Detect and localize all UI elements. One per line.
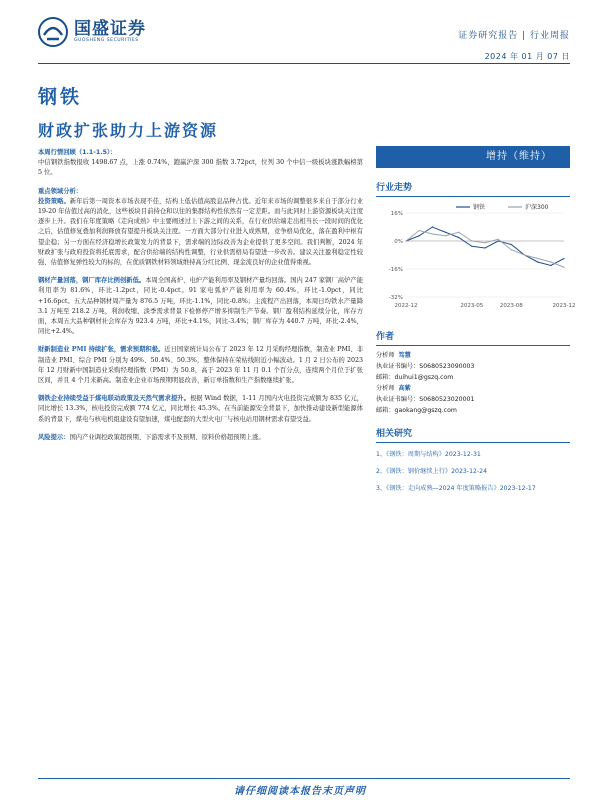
data-point [445,235,446,236]
risk-text: 国内产业调控政策超预期、下游需求不及预期、原料价格超预期上涨。 [69,433,265,441]
data-point [537,261,538,262]
report-type: 证券研究报告 | 行业周报 [458,31,570,41]
page-footer [0,778,600,800]
data-point [405,240,406,241]
steel-output-heading: 钢材产量回落，钢厂库存比例创新低。 [38,277,146,285]
strategy-lead: 投资策略。 [38,197,70,205]
author-email[interactable]: 邮箱：gaokang@gszq.com [376,407,457,414]
logo-cn: 国盛证券 [74,19,146,39]
pmi-text: 近日国家统计局公布了 2023 年 12 月采购经理指数，制造业 PMI、非制造业 PMI、综合 PMI 分别为 49%、50.4%、50.3%，整体保持在荣枯线附近小幅波动。1 月 2 日公布的 2023 年 12 月财新中国制造业采购经理指数（PMI）为 50.8，高于 2023 年 11 月 0.1 个百分点，连续两个月位于扩张区间，并且 4 个月来新高。制造业企业市场预期明显改善，新订单指数和生产指数继续扩张。 [38,346,363,385]
data-point [511,249,512,250]
steel-output-paragraph [38,276,363,337]
data-point [445,232,446,233]
data-point [471,240,472,241]
x-tick-label: 2022-12 [394,303,418,309]
data-point [537,258,538,259]
series-line-1 [406,231,564,268]
data-point [458,237,459,238]
logo-icon [38,17,68,47]
data-point [498,240,499,241]
key-analysis-paragraph [38,197,363,268]
pmi-heading: 财新制造业 PMI 持续扩张，需求预期积极。 [38,346,165,354]
author-block-1 [376,350,570,383]
report-date: 2024 年 01 月 07 日 [484,52,570,61]
trend-chart [376,199,576,317]
report-title: 财政扩张助力上游资源 [38,121,219,140]
data-point [471,246,472,247]
coal-paragraph [38,394,363,425]
author-cert: 执业证书编号：S0680523020001 [376,396,475,403]
data-point [563,258,564,259]
legend-label: 钢铁 [473,204,486,211]
trend-heading: 行业走势 [376,180,570,197]
y-tick-label: 0% [394,239,403,245]
report-header [0,0,600,75]
related-heading: 相关研究 [376,426,570,443]
footer-disclaimer: 请仔细阅读本报告末页声明 [234,786,366,797]
data-point [550,265,551,266]
steel-output-text: 本周全国高炉、电炉产能利用率及钢材产量均回落。国内 247 家钢厂高炉产能利用率为 81.6%，环比-1.2pct，同比-0.4pct。91 家电弧炉产能利用率为 60.4%，环比-1.0pct，同比+16.6pct。五大品种钢材周产量为 876.5 万吨，环比-1.1%，同比-0.8%；主流程产出回落，本周日均铁水产量降 3.1 万吨至 218.2 万吨，利润收缩，淡季需求背景下检修停产增多抑制生产节奏。钢厂盈利结构延续分化，库存方面，本周五大品种钢材社会库存为 923.4 万吨，环比+4.1%，同比-3.4%；钢厂库存为 440.7 万吨，环比-2.4%，同比+2.4%。 [38,277,364,336]
sidebar [376,146,576,497]
report-body [38,148,363,443]
risk-heading: 风险提示： [38,433,70,441]
trend-chart-svg [376,199,576,317]
x-tick-label: 2023-05 [460,303,484,309]
data-point [419,230,420,231]
data-point [511,244,512,245]
y-tick-label: 16% [390,211,403,217]
legend-label: 沪深300 [525,204,549,211]
company-logo [38,17,146,47]
author-cert: 执业证书编号：S0680523090003 [376,363,475,370]
related-report-link[interactable]: 2、《钢铁：钢价继续上行》2023-12-24 [376,468,488,475]
pmi-paragraph [38,345,363,386]
data-point [432,226,433,227]
author-role: 分析师 [376,385,395,392]
rating-badge: 增持（维持） [376,146,570,168]
data-point [484,242,485,243]
market-review-text: 中信钢铁指数报收 1498.67 点，上涨 0.74%，跑赢沪深 300 指数 3.72pct，位列 30 个中信一级板块涨跌幅榜第 5 位。 [38,159,363,177]
logo-en: GUOSHENG SECURITIES [74,38,139,43]
author-name: 笃慧 [398,352,411,359]
risk-paragraph [38,433,363,443]
market-review-heading: 本周行情回顾（1.1-1.5）： [38,149,117,156]
data-point [524,254,525,255]
footer-divider [38,778,570,779]
author-role: 分析师 [376,352,395,359]
data-point [458,232,459,233]
header-divider [38,63,570,64]
data-point [550,261,551,262]
related-report-link[interactable]: 3、《钢铁：走向成熟—2024 年度策略报告》2023-12-17 [376,485,536,492]
x-tick-label: 2023-12 [552,303,576,309]
x-tick-label: 2023-08 [499,303,523,309]
data-point [498,239,499,240]
strategy-text: 新年后第一周资本市场表现不佳，结构上低估值高股息品种占优。近年来市场的调整很多来自于部分行业 19-20 年估值过高的消化，这些板块目前持仓和以往的集群结构性依然有一定差距。而与此同时上游资源板块关注度逐步上升。我们在年度策略《走向成熟》中主要阐述过上下游之间的关系，在行业供给端走出相当长一段时间的优化之后，估值修复叠加利润释放有望提升板块关注度。一方面大部分行业进入成熟期，竞争格局优化，落在盈利中枢有望企稳；另一方面在经济稳增长政策发力的背景下，需求端的边际改善为企业提供了更多空间。我们判断，2024 年财政扩张与政府投资将托底需求，配合供给端的结构性调整，行业供需格局有望进一步改善。建议关注盈利稳定性较强、估值修复弹性较大的标的，在优质钢铁材料领域维持高分红比例、现金流良好的企业值得重视。 [38,197,364,267]
author-heading: 作者 [376,329,570,346]
industry-name: 钢铁 [38,86,83,108]
coal-heading: 钢铁企业持续受益于煤电联动政策及天然气需求提升。 [38,395,190,403]
coal-text: 根据 Wind 数据，1-11 月国内火电投资完成额为 835 亿元，同比增长 13.3%，核电投资完成额 774 亿元，同比增长 45.3%。在当前能源安全背景下，加快推动建设新型能源体系的背景下，煤电与核电机组建设有望加速，煤电配套的大型火电厂与核电站用钢材需求有望受益。 [38,395,364,423]
author-block-2 [376,383,570,416]
y-tick-label: -32% [388,295,403,301]
data-point [419,235,420,236]
series-line-0 [406,227,564,266]
y-tick-label: -16% [388,267,403,273]
data-point [432,233,433,234]
author-name: 高紫 [398,385,411,392]
data-point [563,267,564,268]
data-point [484,247,485,248]
author-email[interactable]: 邮箱：duihui1@gszq.com [376,374,454,381]
related-report-link[interactable]: 1、《钢铁：周期与结构》2023-12-31 [376,451,481,458]
key-analysis-heading: 重点领域分析： [38,187,83,195]
